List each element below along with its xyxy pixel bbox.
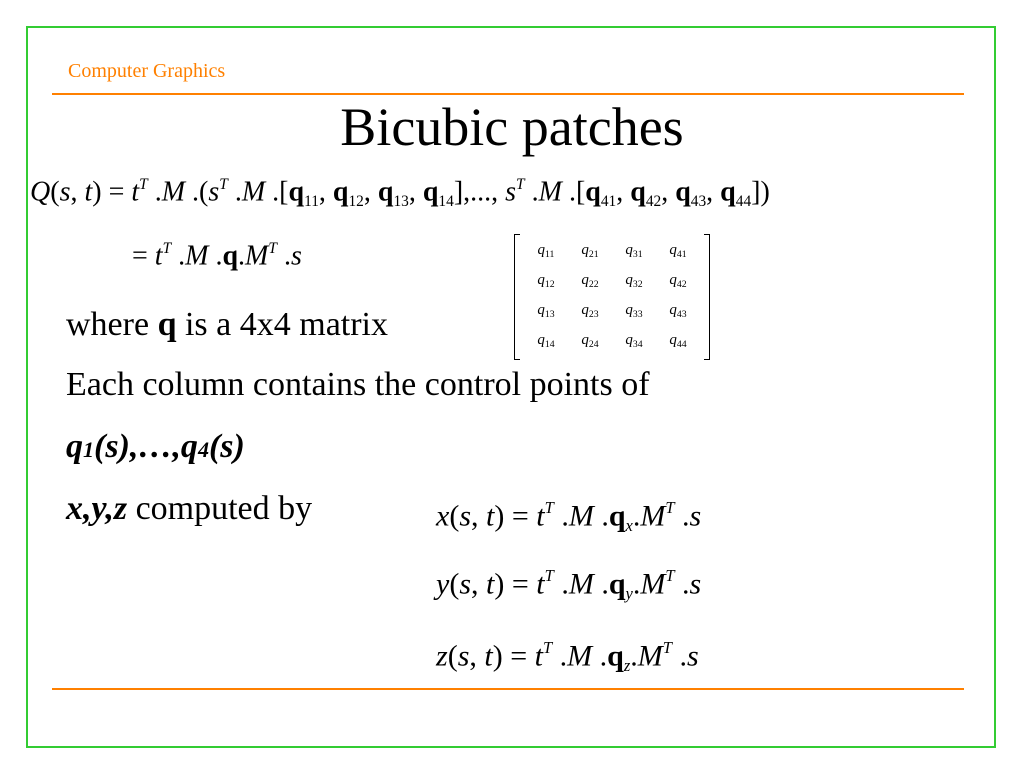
equation-z: z(s, $t) = t^T$ .M $.q_z.M^T$ .s	[436, 638, 699, 676]
matrix-row	[524, 296, 700, 326]
q-bold: q	[157, 306, 177, 343]
eq1-lhs: Q	[30, 176, 51, 208]
matrix-row	[524, 326, 700, 356]
each-column-text: Each column contains the control points of	[66, 366, 650, 403]
equation-q-matrix-form: = $t^T$ .M $.q.M^T$ .s	[132, 240, 302, 272]
equation-x: x(s, $t) = t^T$ .M $.q_x.M^T$ .s	[436, 498, 702, 536]
where-q-text: where q is a 4x4 matrix	[66, 306, 389, 343]
matrix-row	[524, 266, 700, 296]
footer-divider	[52, 688, 964, 690]
header-divider	[52, 93, 964, 95]
matrix-cell: q13	[537, 302, 555, 320]
matrix-cell: q32	[625, 272, 643, 290]
matrix-cell: q41	[669, 242, 687, 260]
matrix-cell: q14	[537, 332, 555, 350]
slide-header: Computer Graphics	[68, 60, 226, 82]
q-matrix	[514, 232, 710, 362]
matrix-cell: q22	[581, 272, 599, 290]
equation-y: y(s, $t) = t^T$ .M $.q_y.M^T$ .s	[436, 566, 702, 604]
slide-title: Bicubic patches	[340, 97, 684, 157]
matrix-cell: q23	[581, 302, 599, 320]
matrix-cell: q12	[537, 272, 555, 290]
q-sequence-text: q1(s),…,q4(s)	[66, 428, 245, 465]
matrix-cell: q42	[669, 272, 687, 290]
equation-q-definition: Q(s, $t) = t^T$ .M $.(s^T$ .M $.[q_{11}$, $q_{12}$, $q_{13}$, $q_{14}$],..., $s^T$ .M $.[q_{41}$, $q_{42}$, $q_{43}$, $q_{44}$])	[30, 176, 770, 210]
matrix-cell: q11	[537, 242, 555, 260]
matrix-cell: q31	[625, 242, 643, 260]
xyz-computed-text: x,y,z computed by	[66, 490, 313, 527]
matrix-table	[524, 236, 700, 356]
matrix-row	[524, 236, 700, 266]
matrix-cell: q34	[625, 332, 643, 350]
matrix-right-bracket	[704, 234, 710, 360]
matrix-cell: q21	[581, 242, 599, 260]
matrix-cell: q43	[669, 302, 687, 320]
matrix-cell: q44	[669, 332, 687, 350]
matrix-cell: q24	[581, 332, 599, 350]
matrix-left-bracket	[514, 234, 520, 360]
matrix-cell: q33	[625, 302, 643, 320]
